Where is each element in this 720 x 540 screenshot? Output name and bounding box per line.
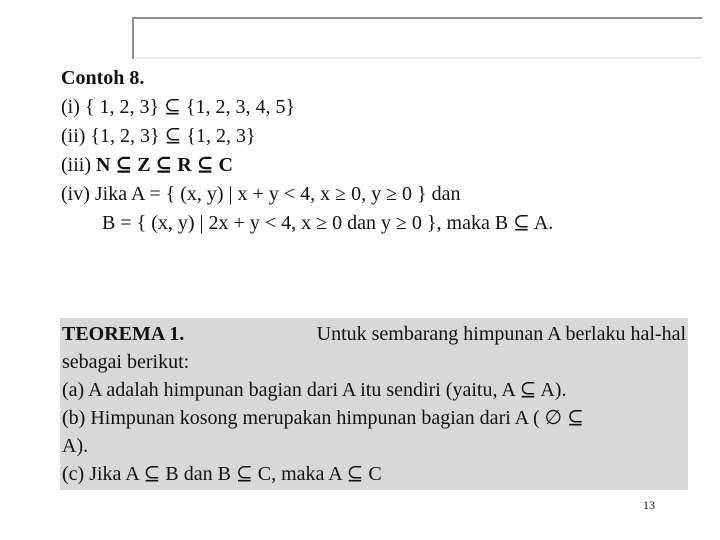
example-label: (ii) (61, 125, 86, 147)
theorem-item-c: (c) Jika A ⊆ B dan B ⊆ C, maka A ⊆ C (62, 463, 382, 485)
example-label: (iii) (61, 154, 91, 176)
example-line-iv (61, 180, 711, 209)
slide-title-frame (132, 17, 702, 59)
example-text: { 1, 2, 3} ⊆ {1, 2, 3, 4, 5} (84, 96, 296, 118)
example-label: (iv) (61, 183, 90, 205)
example-line-ii (61, 122, 711, 151)
theorem-title: TEOREMA 1. (62, 323, 185, 345)
example-text: B = { (x, y) | 2x + y < 4, x ≥ 0 dan y ≥ 0 }, maka B ⊆ A. (102, 212, 554, 234)
example-line-iv-continued (61, 209, 711, 238)
example-block (61, 64, 711, 238)
theorem-line-1 (62, 320, 686, 348)
theorem-box (60, 318, 688, 490)
example-text: Jika A = { (x, y) | x + y < 4, x ≥ 0, y ≥ 0 } dan (94, 183, 461, 205)
example-text: {1, 2, 3} ⊆ {1, 2, 3} (90, 125, 256, 147)
example-line-iii (61, 151, 711, 180)
theorem-intro: Untuk sembarang himpunan A berlaku hal-hal (316, 323, 686, 345)
theorem-item-a: (a) A adalah himpunan bagian dari A itu sendiri (yaitu, A ⊆ A). (62, 379, 567, 401)
theorem-item-b: (b) Himpunan kosong merupakan himpunan bagian dari A ( ∅ ⊆ (62, 407, 584, 429)
page-number: 13 (643, 498, 655, 512)
theorem-intro-continued: sebagai berikut: (62, 351, 190, 373)
example-text: N ⊆ Z ⊆ R ⊆ C (96, 154, 233, 176)
example-line-i (61, 93, 711, 122)
example-label: (i) (61, 96, 80, 118)
example-title: Contoh 8. (61, 67, 145, 89)
theorem-item-b-continued: A). (62, 435, 89, 457)
